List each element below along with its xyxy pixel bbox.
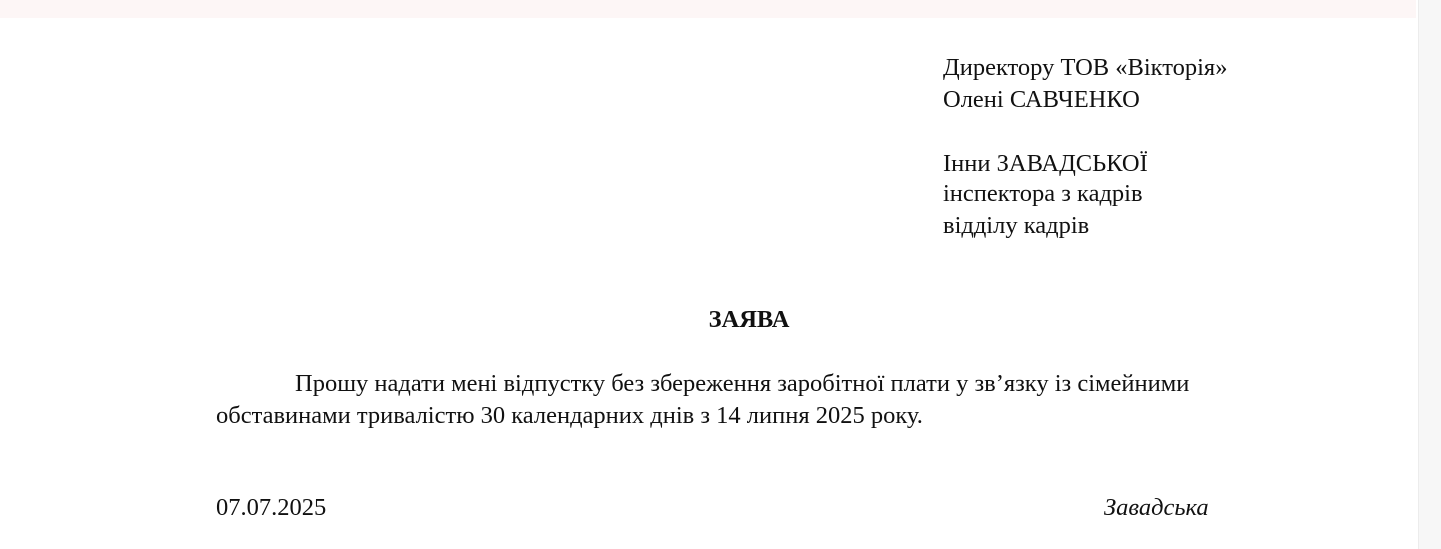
recipient-name-line: Олені САВЧЕНКО — [943, 86, 1140, 113]
sender-department-line: відділу кадрів — [943, 212, 1090, 239]
document-date: 07.07.2025 — [216, 494, 327, 521]
document-title: ЗАЯВА — [708, 306, 790, 333]
body-text-line-2: обставинами тривалістю 30 календарних днів з 14 липня 2025 року. — [216, 402, 923, 429]
body-text-line-1: Прошу надати мені відпустку без збереження заробітної плати у зв’язку із сімейними — [295, 370, 1190, 397]
window-top-band — [0, 0, 1416, 18]
sender-position-line: інспектора з кадрів — [943, 180, 1143, 207]
sender-name-line: Інни ЗАВАДСЬКОЇ — [943, 150, 1148, 177]
document-page — [0, 18, 1418, 549]
signature: Завадська — [1104, 494, 1209, 521]
scrollbar-gutter[interactable] — [1418, 0, 1441, 549]
recipient-position-line: Директору ТОВ «Вікторія» — [943, 54, 1228, 81]
